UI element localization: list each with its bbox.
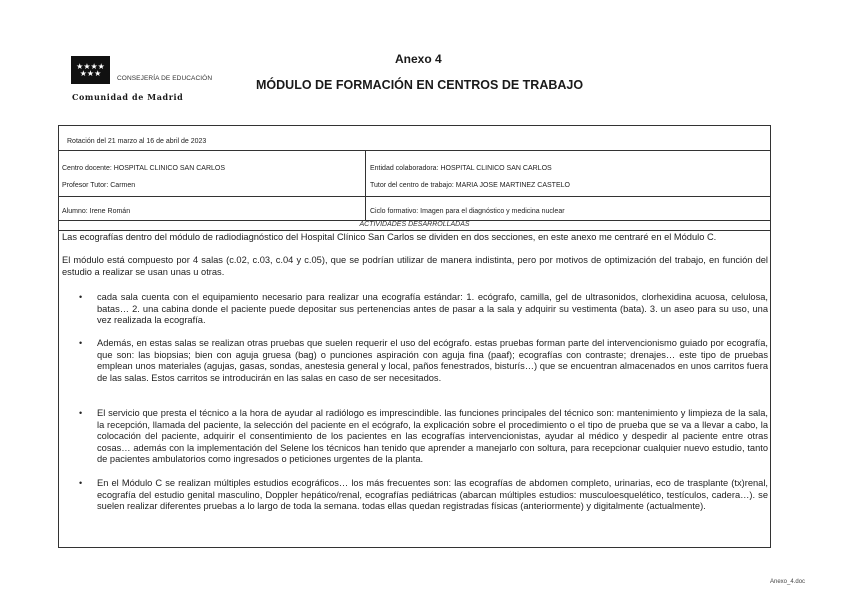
divider	[58, 150, 771, 151]
centro-docente-field: Centro docente: HOSPITAL CLINICO SAN CARLOS	[62, 165, 226, 172]
bullet-paragraph-3: El servicio que presta el técnico a la hora de ayudar al radiólogo es imprescindible. las funciones principales del técnico son: mantenimiento y limpieza de la sala, la recepción, llamada del paciente, la selección del paciente en el ecógrafo, la explicación sobre el procedimiento o el tipo de prueba que se va a llevar a cabo, la colocación del paciente, adquirir el consentimiento de los pacientes en las ecografías intervencionistas, ayudar al médico y despedir al paciente entre otras cosas… además con la implementación del Selene los técnicos han tenido que aprender a manejarlo con soltura, para recepcionar cualquier nuevo estudio, tanto de pacientes ambulatorios como ingresados o peticiones urgentes de la planta.	[97, 408, 768, 464]
actividades-heading: ACTIVIDADES DESARROLLADAS	[359, 221, 470, 228]
divider	[58, 230, 771, 231]
profesor-field: Profesor Tutor: Carmen	[62, 182, 136, 189]
bullet-paragraph-2: Además, en estas salas se realizan otras pruebas que suelen requerir el uso del ecógrafo. estas pruebas forman parte del intervencionismo guiado por ecografía, que son: las biopsias; bien con aguja gruesa (bag) o punciones aspiración con aguja fina (paaf); ecografías con contraste; drenajes… este tipo de pruebas emplean unos materiales (agujas, gasas, sondas, anestesia general y local, paños fenestrados, bisturís…) que se encuentran almacenados en unos carritos fuera de las salas. Estos carritos se introducirán en las salas en caso de ser necesitados.	[97, 338, 768, 383]
divider	[365, 151, 366, 220]
bullet-icon: •	[79, 478, 83, 488]
bullet-paragraph-4: En el Módulo C se realizan múltiples estudios ecográficos… los más frecuentes son: las ecografías de abdomen completo, urinarias, eco de trasplante (tx)renal, ecografía del estudio genital masculino, Doppler hepático/renal, ecografías pediátricas (abarcan múltiples estudios: musculoesquelético, testículos, cadera…). se suelen realizar diferentes pruebas a lo largo de toda la semana. todas ellas quedan registradas físicas (anteriormente) y digitalmente (actualmente).	[97, 478, 768, 511]
rotacion-field: Rotación del 21 marzo al 16 de abril de 2023	[67, 138, 207, 145]
bullet-icon: •	[79, 408, 83, 418]
ciclo-field: Ciclo formativo: Imagen para el diagnóstico y medicina nuclear	[370, 208, 565, 215]
anexo-title: Anexo 4	[395, 52, 442, 66]
intro-paragraph-1: Las ecografías dentro del módulo de radiodiagnóstico del Hospital Clínico San Carlos se dividen en dos secciones, en este anexo me centraré en el Módulo C.	[62, 232, 717, 242]
logo-stars-icon: ★★★★ ★★★	[76, 62, 105, 78]
alumno-field: Alumno: Irene Román	[62, 208, 131, 215]
divider	[58, 196, 771, 197]
intro-paragraph-2: El módulo está compuesto por 4 salas (c.02, c.03, c.04 y c.05), que se podrían utilizar de manera indistinta, pero por motivos de optimización del trabajo, en función del estudio a realizar se usan unas u otras.	[62, 255, 768, 277]
comunidad-label: Comunidad de Madrid	[72, 92, 184, 102]
tutor-centro-field: Tutor del centro de trabajo: MARIA JOSE MARTINEZ CASTELO	[370, 182, 570, 189]
page-title: MÓDULO DE FORMACIÓN EN CENTROS DE TRABAJO	[256, 78, 584, 92]
footer-filename: Anexo_4.doc	[770, 579, 806, 585]
bullet-icon: •	[79, 292, 83, 302]
bullet-icon: •	[79, 338, 83, 348]
consejeria-label: CONSEJERÍA DE EDUCACIÓN	[117, 75, 213, 82]
bullet-paragraph-1: cada sala cuenta con el equipamiento necesario para realizar una ecografía estándar: 1. ecógrafo, camilla, gel de ultrasonidos, clorhexidina acuosa, celulosa, batas… 2. una cabina donde el paciente puede depositar sus pertenencias antes de pasar a la sala y adquirir su vestimenta (bata). 3. un aseo para su uso, una vez realizada la ecografía.	[97, 292, 768, 325]
madrid-logo	[71, 56, 110, 84]
entidad-field: Entidad colaboradora: HOSPITAL CLINICO SAN CARLOS	[370, 165, 552, 172]
